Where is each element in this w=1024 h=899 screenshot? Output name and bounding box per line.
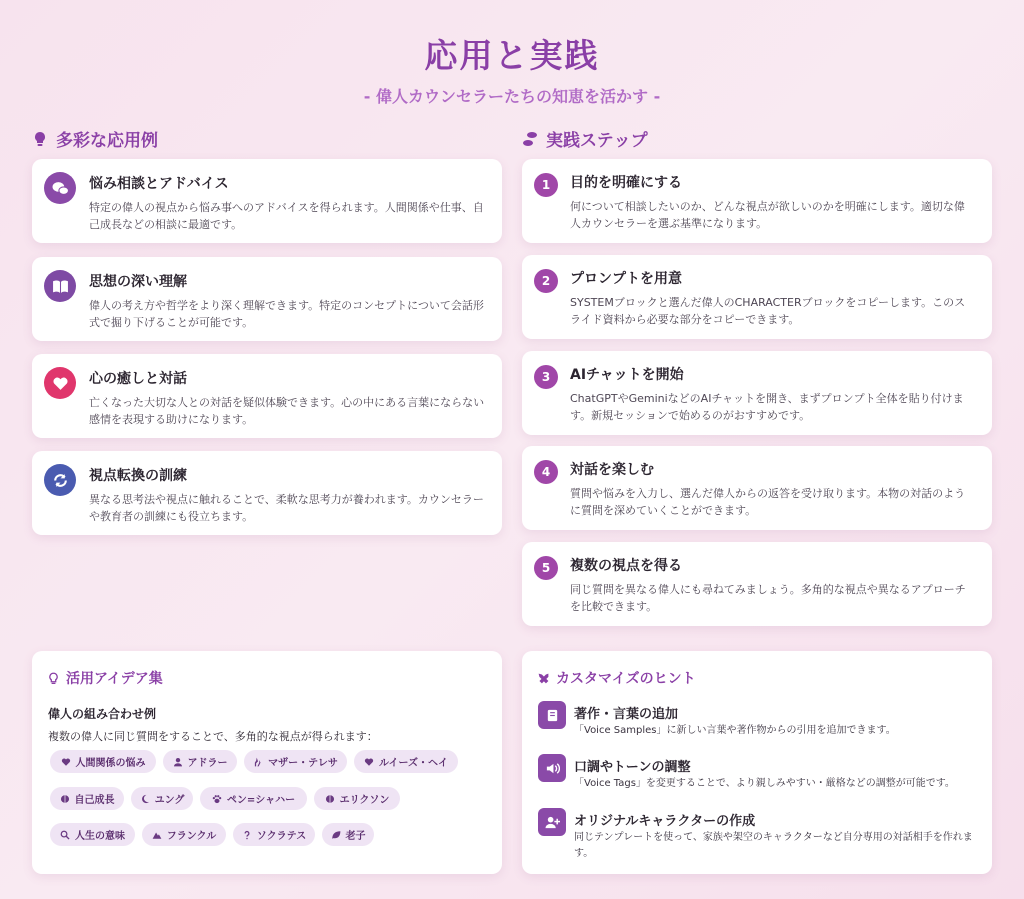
step-desc: SYSTEMブロックと選んだ偉人のCHARACTERブロックをコピーします。このスライド資料から必要な部分をコピーできます。: [570, 296, 966, 326]
step-title: 対話を楽しむ: [570, 462, 654, 478]
hint-desc: 「Voice Tags」を変更することで、より親しみやすい・厳格などの調整が可能です。: [574, 778, 955, 789]
question-icon: [242, 830, 252, 840]
tag-label: ペン=シャハー: [226, 795, 296, 806]
step-card: [522, 446, 992, 530]
application-card: [32, 354, 502, 438]
application-desc: 亡くなった大切な人との対話を疑似体験できます。心の中にある言葉にならない感情を表現する助けになります。: [89, 396, 485, 426]
application-title: 思想の深い理解: [89, 274, 187, 290]
tag-label: ソクラテス: [256, 831, 307, 842]
application-title: 視点転換の訓練: [89, 468, 187, 484]
application-title: 心の癒しと対話: [89, 371, 187, 387]
step-card: [522, 159, 992, 243]
tag-label: ユング: [154, 795, 185, 806]
tag-laozi[interactable]: [322, 823, 374, 846]
step-card: [522, 255, 992, 339]
steps-heading: [522, 126, 648, 151]
tag-label: アドラー: [187, 758, 228, 769]
brain-icon: [60, 794, 70, 804]
tag-meaning-of-life[interactable]: [50, 823, 135, 846]
tag-label: 老子: [345, 831, 366, 842]
heart-icon: [364, 757, 374, 767]
search-icon: [60, 830, 70, 840]
tag-self-growth[interactable]: [50, 787, 124, 810]
hint-title: オリジナルキャラクターの作成: [574, 814, 756, 829]
tag-mother-teresa[interactable]: [244, 750, 347, 773]
tag-ben-shahar[interactable]: [200, 787, 307, 810]
hint-desc: 同じテンプレートを使って、家族や架空のキャラクターなど自分専用の対話相手を作れます。: [574, 832, 973, 859]
chat-bubbles-icon: [44, 172, 76, 204]
hints-heading-label: カスタマイズのヒント: [556, 671, 696, 687]
heart-icon: [44, 367, 76, 399]
ideas-subheading: 偉人の組み合わせ例: [48, 707, 157, 721]
heart-icon: [61, 757, 71, 767]
tag-label: フランクル: [166, 831, 217, 842]
step-title: プロンプトを用意: [570, 271, 682, 287]
tag-label: 人間関係の悩み: [75, 758, 146, 769]
user-plus-icon: [538, 808, 566, 836]
hint-title: 著作・言葉の追加: [574, 707, 679, 722]
hints-heading: [537, 668, 696, 688]
step-number: 2: [534, 269, 558, 293]
tag-frankl[interactable]: [142, 823, 226, 846]
applications-heading: [32, 126, 158, 151]
book-icon: [538, 701, 566, 729]
application-title: 悩み相談とアドバイス: [89, 176, 229, 192]
tag-socrates[interactable]: [233, 823, 315, 846]
step-desc: 質問や悩みを入力し、選んだ偉人からの返答を受け取ります。本物の対話のように質問を深めていくことができます。: [570, 487, 966, 517]
user-icon: [173, 757, 183, 767]
step-desc: 同じ質問を異なる偉人にも尋ねてみましょう。多角的な視点や異なるアプローチを比較できます。: [570, 583, 966, 613]
ideas-desc: 複数の偉人に同じ質問をすることで、多角的な視点が得られます：: [48, 730, 378, 743]
applications-heading-label: 多彩な応用例: [56, 131, 158, 151]
moon-icon: [140, 794, 150, 804]
leaf-icon: [331, 830, 341, 840]
step-title: 複数の視点を得る: [570, 558, 682, 574]
tag-label: エリクソン: [339, 795, 390, 806]
step-number: 3: [534, 365, 558, 389]
tag-label: 自己成長: [74, 795, 115, 806]
steps-heading-label: 実践ステップ: [546, 131, 648, 151]
book-icon: [44, 270, 76, 302]
hint-desc: 「Voice Samples」に新しい言葉や著作物からの引用を追加できます。: [574, 725, 896, 736]
ideas-heading: [47, 668, 163, 688]
tag-label: 人生の意味: [75, 831, 125, 842]
step-desc: ChatGPTやGeminiなどのAIチャットを開き、まずプロンプト全体を貼り付けます。新規セッションで始めるのがおすすめです。: [570, 392, 964, 422]
application-desc: 異なる思考法や視点に触れることで、柔軟な思考力が養われます。カウンセラーや教育者の訓練にも役立ちます。: [89, 493, 484, 523]
hint-title: 口調やトーンの調整: [574, 760, 691, 775]
tag-label: マザー・テレサ: [268, 758, 338, 769]
hints-card: [522, 651, 992, 874]
paw-icon: [212, 794, 222, 804]
tag-human-relations[interactable]: [50, 750, 156, 773]
step-number: 1: [534, 173, 558, 197]
ideas-heading-label: 活用アイデア集: [66, 671, 163, 687]
step-title: 目的を明確にする: [570, 175, 682, 191]
step-title: AIチャットを開始: [570, 367, 684, 383]
mountain-icon: [152, 830, 162, 840]
application-desc: 特定の偉人の視点から悩み事へのアドバイスを得られます。人間関係や仕事、自己成長などの相談に最適です。: [89, 201, 484, 231]
step-card: [522, 351, 992, 435]
sync-icon: [44, 464, 76, 496]
shoe-prints-icon: [522, 131, 538, 147]
step-card: [522, 542, 992, 626]
brain-icon: [325, 794, 335, 804]
tools-icon: [537, 672, 550, 685]
page-subtitle: - 偉人カウンセラーたちの知恵を活かす -: [363, 87, 661, 106]
ideas-card: [32, 651, 502, 874]
lightbulb-outline-icon: [47, 672, 60, 685]
application-card: [32, 451, 502, 535]
page-title: 応用と実践: [424, 36, 600, 75]
hands-icon: [253, 757, 263, 767]
application-desc: 偉人の考え方や哲学をより深く理解できます。特定のコンセプトについて会話形式で掘り下げることが可能です。: [89, 299, 484, 329]
tag-louise-hay[interactable]: [354, 750, 458, 773]
tag-jung[interactable]: [131, 787, 193, 810]
tag-adler[interactable]: [163, 750, 237, 773]
application-card: [32, 257, 502, 341]
tag-erikson[interactable]: [314, 787, 400, 810]
volume-icon: [538, 754, 566, 782]
tag-label: ルイーズ・ヘイ: [379, 758, 448, 769]
step-number: 5: [534, 556, 558, 580]
lightbulb-icon: [32, 131, 48, 147]
step-desc: 何について相談したいのか、どんな視点が欲しいのかを明確にします。適切な偉人カウンセラーを選ぶ基準になります。: [570, 200, 965, 230]
step-number: 4: [534, 460, 558, 484]
application-card: [32, 159, 502, 243]
